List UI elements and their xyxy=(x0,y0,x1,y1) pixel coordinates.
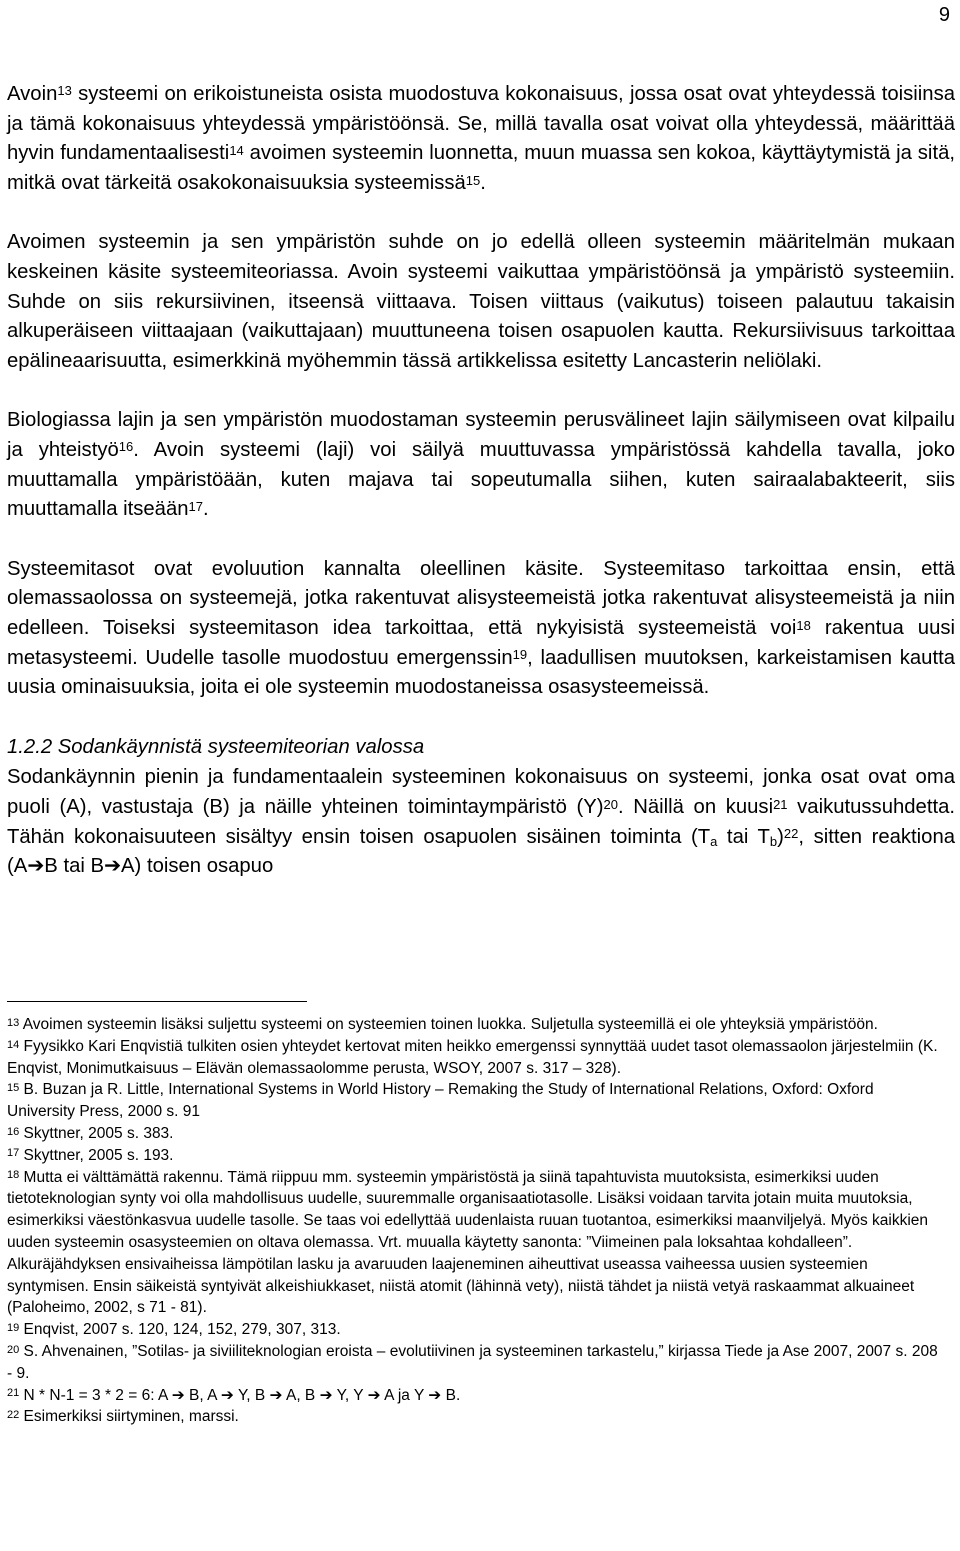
footnote-separator xyxy=(7,1001,307,1002)
footnote-ref-21[interactable]: 21 xyxy=(773,796,788,812)
footnote-ref-14[interactable]: 14 xyxy=(229,142,244,158)
footnote-ref-16[interactable]: 16 xyxy=(118,439,134,455)
footnote-18: $^{18}$ Mutta ei välttämättä rakennu. Tämä riippuu mm. systeemin ympäristöstä ja siinä tapahtuvista muutoksista, esimerkiksi uuden tietoteknologian synty voi olla mahdollisuus uudelle, suuremmalle organisaatiotasolle. Lisäksi voidaan tarvita jotain muita muutoksia, esimerkiksi väestönkasvua uudelle tasolle. Se taas voi edellyttää uudenlaista ruuan tuotantoa, esimerkiksi maanviljelyä. Myös kaikkien uuden systeemin osasysteemien on oltava olemassa. Vrt. muualla käytetty sanonta: ”Viimeinen pala loksahtaa kohdalleen”. Alkuräjähdyksen ensivaiheissa lämpötilan lasku ja avaruuden laajeneminen aiheuttivat useassa vaiheessa uusien systeemien syntymisen. Ensin säikeistä syntyivät alkeishiukkaset, niistä atomit (lähinnä vety), niistä tähdet ja niistä vetyä raskaammat alkuaineet (Paloheimo, 2002, s 71 - 81). xyxy=(7,1168,929,1317)
footnote-ref-13[interactable]: 13 xyxy=(57,83,72,99)
footnote-ref-15[interactable]: 15 xyxy=(465,172,481,188)
section-heading: 1.2.2 Sodankäynnistä systeemiteorian valossa xyxy=(7,735,425,758)
footnote-21: $^{21}$ N * N-1 = 3 * 2 = 6: A ➔ B, A ➔ Y, B ➔ A, B ➔ Y, Y ➔ A ja Y ➔ B. xyxy=(7,1386,461,1404)
footnote-ref-22[interactable]: 22 xyxy=(783,826,799,842)
footnote-14: $^{14}$ Fyysikko Kari Enqvistiä tulkiten osien yhteydet kertovat miten heikko emergenssi synnyttää uudet tasot olemassaolon järjestelmiin (K. Enqvist, Monimutkaisuus – Elävän olemassaolomme perusta, WSOY, 2007 s. 317 – 328). xyxy=(7,1037,938,1077)
footnote-ref-17[interactable]: 17 xyxy=(188,498,203,514)
footnote-13: $^{13}$ Avoimen systeemin lisäksi suljettu systeemi on systeemien toinen luokka. Suljetulla systeemillä ei ole yhteyksiä ympäristöön. xyxy=(7,1016,878,1033)
paragraph-system-levels: Systeemitasot ovat evoluution kannalta oleellinen käsite. Systeemitaso tarkoittaa ensin, että olemassaolossa on systeemejä, jotka rakentuvat alisysteemeistä jotka rakentuvat alisysteemeistä ja niin edelleen. Toiseksi systeemitason idea tarkoittaa, että nykyisistä systeemeistä voi$^{18}$ rakentua uusi metasysteemi. Uudelle tasolle muodostuu emergenssin$^{19}$, laadullisen muutoksen, karkeistamisen kautta uusia ominaisuuksia, joita ei ole systeemin muodostaneissa osasysteemeissä. xyxy=(7,557,955,699)
page-number: 9 xyxy=(938,4,950,26)
footnote-22: $^{22}$ Esimerkiksi siirtyminen, marssi. xyxy=(7,1408,239,1426)
body-text xyxy=(7,80,955,882)
footnote-20: $^{20}$ S. Ahvenainen, ”Sotilas- ja siviiliteknologian eroista – evolutiivinen ja systeeminen tarkastelu,” kirjassa Tiede ja Ase 2007, 2007 s. 208 - 9. xyxy=(7,1342,938,1382)
footnote-ref-18[interactable]: 18 xyxy=(796,617,811,633)
footnote-17: $^{17}$ Skyttner, 2005 s. 193. xyxy=(7,1146,174,1164)
paragraph-warfare: Sodankäynnin pienin ja fundamentaalein systeeminen kokonaisuus on systeemi, jonka osat ovat oma puoli (A), vastustaja (B) ja näille yhteinen toimintaympäristö $(Y)^{20}$. Näillä on kuusi$^{21}$ vaikutussuhdetta. Tähän kokonaisuuteen sisältyy ensin toisen osapuolen sisäinen toiminta ($T_a$ tai $T_b)^{22}$, sitten reaktiona (A➔B tai B➔A) toisen osapuo xyxy=(7,766,956,878)
footnote-15: $^{15}$ B. Buzan ja R. Little, International Systems in World History – Remaking the Study of International Relations, Oxford: Oxford University Press, 2000 s. 91 xyxy=(7,1081,874,1121)
footnote-ref-19[interactable]: 19 xyxy=(512,647,528,663)
arrow-right-icon: ➔ xyxy=(104,855,122,878)
footnotes xyxy=(7,1014,942,1428)
footnote-16: $^{16}$ Skyttner, 2005 s. 383. xyxy=(7,1124,174,1142)
paragraph-environment-relation: Avoimen systeemin ja sen ympäristön suhde on jo edellä olleen systeemin määritelmän mukaan keskeinen käsite systeemiteoriassa. Avoin systeemi vaikuttaa ympäristöönsä ja ympäristö systeemiin. Suhde on siis rekursiivinen, itseensä viittaava. Toisen viittaus (vaikutus) toiseen palautuu takaisin alkuperäiseen viittaajaan (vaikuttajaan) muuttuneena toisen osapuolen kautta. Rekursiivisuus tarkoittaa epälineaarisuutta, esimerkkinä myöhemmin tässä artikkelissa esitetty Lancasterin neliölaki. xyxy=(7,231,955,373)
paragraph-open-system: Avoin$^{13}$ systeemi on erikoistuneista osista muodostuva kokonaisuus, jossa osat ovat yhteydessä toisiinsa ja tämä kokonaisuus yhteydessä ympäristöönsä. Se, millä tavalla osat voivat olla yhteydessä, määrittää hyvin fundamentaalisesti$^{14}$ avoimen systeemin luonnetta, muun muassa sen kokoa, käyttäytymistä ja sitä, mitkä ovat tärkeitä osakokonaisuuksia systeemissä$^{15}$. xyxy=(7,83,955,195)
footnote-19: $^{19}$ Enqvist, 2007 s. 120, 124, 152, 279, 307, 313. xyxy=(7,1321,341,1339)
footnote-ref-20[interactable]: 20 xyxy=(603,796,618,812)
arrow-right-icon: ➔ xyxy=(27,855,45,878)
paragraph-biology: Biologiassa lajin ja sen ympäristön muodostaman systeemin perusvälineet lajin säilymiseen ovat kilpailu ja yhteistyö$^{16}$. Avoin systeemi (laji) voi säilyä muuttuvassa ympäristössä kahdella tavalla, joko muuttamalla ympäristöään, kuten majava tai sopeutumalla siihen, kuten sairaalabakteerit, siis muuttamalla itseään$^{17}$. xyxy=(7,409,955,521)
